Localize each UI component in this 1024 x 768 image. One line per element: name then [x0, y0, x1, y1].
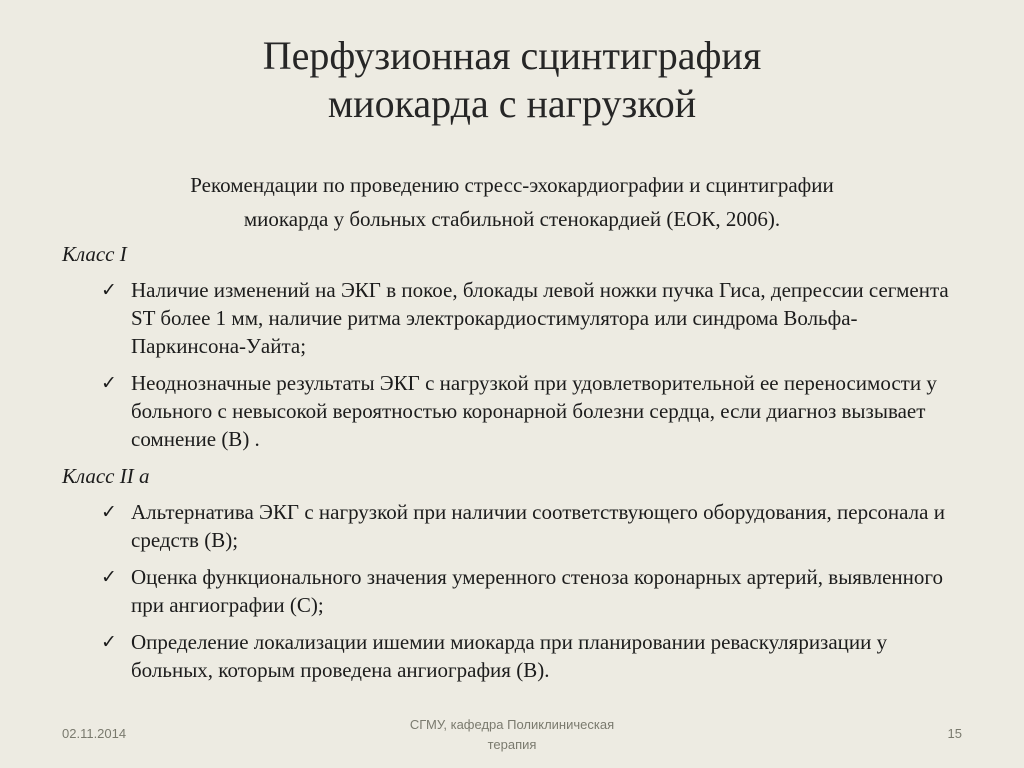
page-number: 15: [947, 726, 962, 741]
class-2a-label: Класс II а: [62, 464, 150, 488]
list-item: [62, 498, 962, 554]
list-item: [62, 628, 962, 684]
class-1-label: Класс I: [62, 242, 127, 266]
slide-title: [0, 32, 1024, 128]
checkmark-icon: ✓: [101, 372, 117, 394]
footer-organization-line-2: терапия: [487, 737, 537, 752]
list-item: [62, 563, 962, 619]
slide-subtitle: [60, 168, 964, 236]
list-item-text: Неоднозначные результаты ЭКГ с нагрузкой при удовлетворительной ее переносимости у больного с невысокой вероятностью коронарной болезни сердца, если диагноз вызывает сомнение (В) .: [131, 371, 937, 451]
subtitle-line-2: миокарда у больных стабильной стенокардией (ЕОК, 2006).: [243, 207, 781, 231]
list-item-text: Альтернатива ЭКГ с нагрузкой при наличии соответствующего оборудования, персонала и средств (В);: [131, 500, 945, 552]
list-item: [62, 369, 962, 453]
slide-title-line-1: Перфузионная сцинтиграфия: [262, 33, 762, 78]
footer-organization-line-1: СГМУ, кафедра Поликлиническая: [409, 717, 615, 732]
subtitle-line-1: Рекомендации по проведению стресс-эхокардиографии и сцинтиграфии: [190, 173, 834, 197]
checkmark-icon: ✓: [101, 566, 117, 588]
list-item-text: Определение локализации ишемии миокарда при планировании реваскуляризации у больных, которым проведена ангиография (В).: [131, 630, 888, 682]
list-item-text: Оценка функционального значения умеренного стеноза коронарных артерий, выявленного при ангиографии (С);: [131, 565, 943, 617]
list-item: [62, 276, 962, 360]
checkmark-icon: ✓: [101, 631, 117, 653]
slide-content: [62, 240, 962, 693]
list-item-text: Наличие изменений на ЭКГ в покое, блокады левой ножки пучка Гиса, депрессии сегмента ST более 1 мм, наличие ритма электрокардиостимулятора или синдрома Вольфа-Паркинсона-Уайта;: [131, 278, 949, 358]
footer-date: 02.11.2014: [62, 726, 127, 741]
checkmark-icon: ✓: [101, 279, 117, 301]
checkmark-icon: ✓: [101, 501, 117, 523]
footer-organization: [312, 715, 712, 755]
slide-title-line-2: миокарда с нагрузкой: [327, 81, 697, 126]
